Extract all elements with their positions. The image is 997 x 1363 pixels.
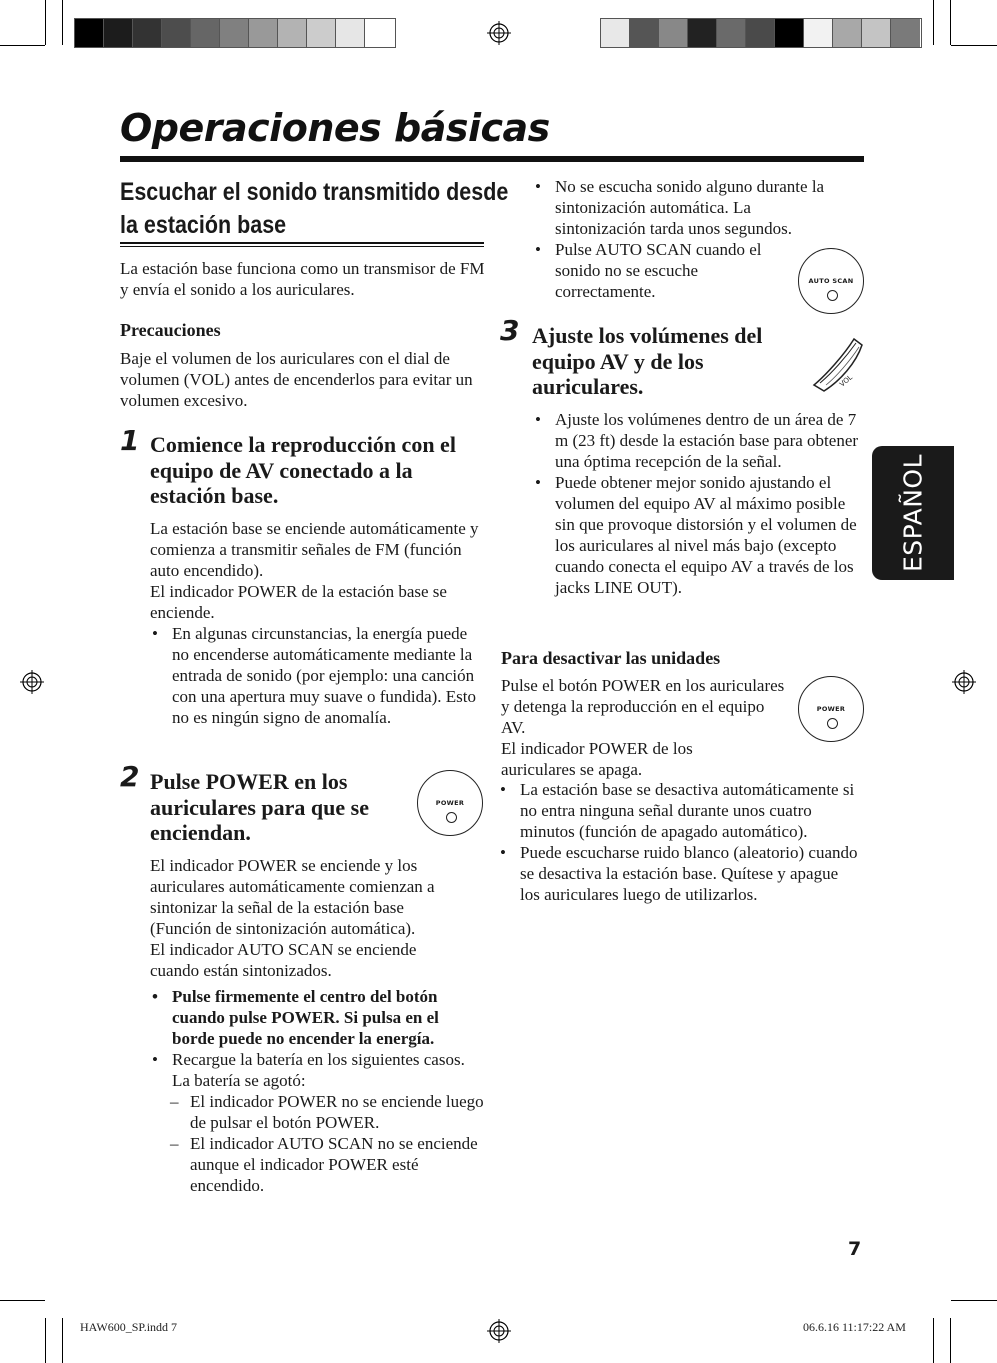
led-icon bbox=[827, 290, 838, 301]
step3-notes bbox=[533, 409, 863, 598]
list-item: • Puede obtener mejor sonido ajustando el volumen del equipo AV al máximo posible sin que provoque distorsión y el volumen de los auriculares al nivel más bajo (excepto cuando conecta el equipo AV a través de los jacks LINE OUT). bbox=[533, 472, 863, 598]
section-title bbox=[120, 176, 509, 242]
color-control-bar bbox=[600, 18, 922, 48]
power-button-illustration bbox=[417, 770, 483, 836]
crop-mark bbox=[951, 1300, 997, 1301]
off-heading: Para desactivar las unidades bbox=[501, 648, 721, 668]
step-number: 2 bbox=[120, 760, 140, 793]
crop-mark bbox=[62, 0, 63, 45]
step-body bbox=[150, 855, 462, 981]
crop-mark bbox=[62, 1318, 63, 1363]
off-text: Pulse el botón POWER en los auriculares y detenga la reproducción en el equipo AV. bbox=[501, 676, 785, 737]
section-title-line: la estación base bbox=[120, 211, 287, 239]
power-label: POWER bbox=[435, 799, 465, 807]
crop-mark bbox=[933, 1318, 934, 1363]
step-body-text: El indicador AUTO SCAN se enciende cuando están sintonizados. bbox=[150, 940, 417, 980]
step-body-text: El indicador POWER se enciende y los auriculares automáticamente comienzan a sintonizar la señal de la estación base (Función de sintonización automática). bbox=[150, 856, 435, 938]
off-body bbox=[501, 675, 791, 780]
crop-mark bbox=[0, 1300, 45, 1301]
gray-scale-bar bbox=[74, 18, 396, 48]
step1-notes bbox=[150, 623, 484, 728]
section-rule bbox=[120, 242, 484, 244]
step2-notes bbox=[150, 986, 484, 1196]
power-label: POWER bbox=[816, 705, 846, 713]
list-item: • Pulse firmemente el centro del botón cuando pulse POWER. Si pulsa en el borde puede no encender la energía. bbox=[150, 986, 484, 1049]
step-title: Pulse POWER en los auriculares para que se enciendan. bbox=[150, 769, 369, 845]
page-title: Operaciones básicas bbox=[120, 106, 550, 150]
crop-mark bbox=[951, 45, 997, 46]
precautions-heading: Precauciones bbox=[120, 320, 221, 340]
list-item: • No se escucha sonido alguno durante la sintonización automática. La sintonización tarda unos segundos. bbox=[533, 176, 833, 239]
auto-scan-button-illustration bbox=[798, 248, 864, 314]
section-title-line: Escuchar el sonido transmitido desde bbox=[120, 178, 509, 206]
list-item: • Pulse AUTO SCAN cuando el sonido no se escuche correctamente. bbox=[533, 239, 773, 302]
volume-dial-icon bbox=[806, 335, 866, 393]
led-icon bbox=[446, 812, 457, 823]
precautions-text: Baje el volumen de los auriculares con el dial de volumen (VOL) antes de encenderlos para evitar un volumen excesivo. bbox=[120, 349, 473, 410]
registration-mark-icon bbox=[487, 21, 511, 45]
intro-text: La estación base funciona como un transmisor de FM y envía el sonido a los auriculares. bbox=[120, 259, 485, 299]
step-number: 1 bbox=[120, 424, 140, 457]
right-notes bbox=[533, 176, 833, 302]
list-item: • En algunas circunstancias, la energía puede no encenderse automáticamente mediante la entrada de sonido (por ejemplo: una canción con una apertura muy suave o fundida). Esto no es ningún signo de anomalía. bbox=[150, 623, 484, 728]
step-title: Ajuste los volúmenes del equipo AV y de los auriculares. bbox=[532, 323, 763, 399]
language-tab bbox=[872, 446, 954, 580]
crop-mark bbox=[950, 1318, 951, 1363]
step-number: 3 bbox=[500, 314, 520, 347]
title-rule bbox=[120, 156, 864, 162]
step-title: Comience la reproducción con el equipo de AV conectado a la estación base. bbox=[150, 432, 456, 508]
registration-mark-icon bbox=[487, 1319, 511, 1343]
list-item: • La estación base se desactiva automáticamente si no entra ninguna señal durante unos cuatro minutos (función de apagado automático). bbox=[498, 779, 858, 842]
crop-mark bbox=[0, 45, 45, 46]
crop-mark bbox=[950, 0, 951, 45]
off-notes bbox=[498, 779, 858, 905]
slug-timestamp: 06.6.16 11:17:22 AM bbox=[803, 1320, 906, 1334]
led-icon bbox=[827, 718, 838, 729]
step-body-text: La estación base se enciende automáticamente y comienza a transmitir señales de FM (función auto encendido). bbox=[150, 519, 479, 580]
registration-mark-icon bbox=[952, 670, 976, 694]
power-button-illustration bbox=[798, 676, 864, 742]
slug-filename: HAW600_SP.indd 7 bbox=[80, 1320, 178, 1334]
registration-mark-icon bbox=[20, 670, 44, 694]
vol-label: VOL bbox=[838, 373, 855, 389]
language-tab-label: ESPAÑOL bbox=[898, 453, 928, 573]
crop-mark bbox=[933, 0, 934, 45]
list-item: – El indicador POWER no se enciende luego de pulsar el botón POWER. bbox=[168, 1091, 484, 1133]
section-rule bbox=[120, 246, 484, 247]
list-item: • Puede escucharse ruido blanco (aleatorio) cuando se desactiva la estación base. Quítese y apague los auriculares luego de utilizarlos. bbox=[498, 842, 858, 905]
auto-scan-label: AUTO SCAN bbox=[808, 277, 854, 285]
off-text: El indicador POWER de los auriculares se apaga. bbox=[501, 739, 693, 779]
step-body-text: El indicador POWER de la estación base se enciende. bbox=[150, 582, 447, 622]
step-body bbox=[150, 518, 480, 623]
list-item: – El indicador AUTO SCAN no se enciende aunque el indicador POWER esté encendido. bbox=[168, 1133, 484, 1196]
crop-mark bbox=[45, 0, 46, 45]
crop-mark bbox=[45, 1318, 46, 1363]
list-item: • Ajuste los volúmenes dentro de un área de 7 m (23 ft) desde la estación base para obtener una óptima recepción de la señal. bbox=[533, 409, 863, 472]
list-item: • Recargue la batería en los siguientes casos. La batería se agotó: bbox=[150, 1049, 484, 1091]
page-number: 7 bbox=[848, 1238, 862, 1260]
